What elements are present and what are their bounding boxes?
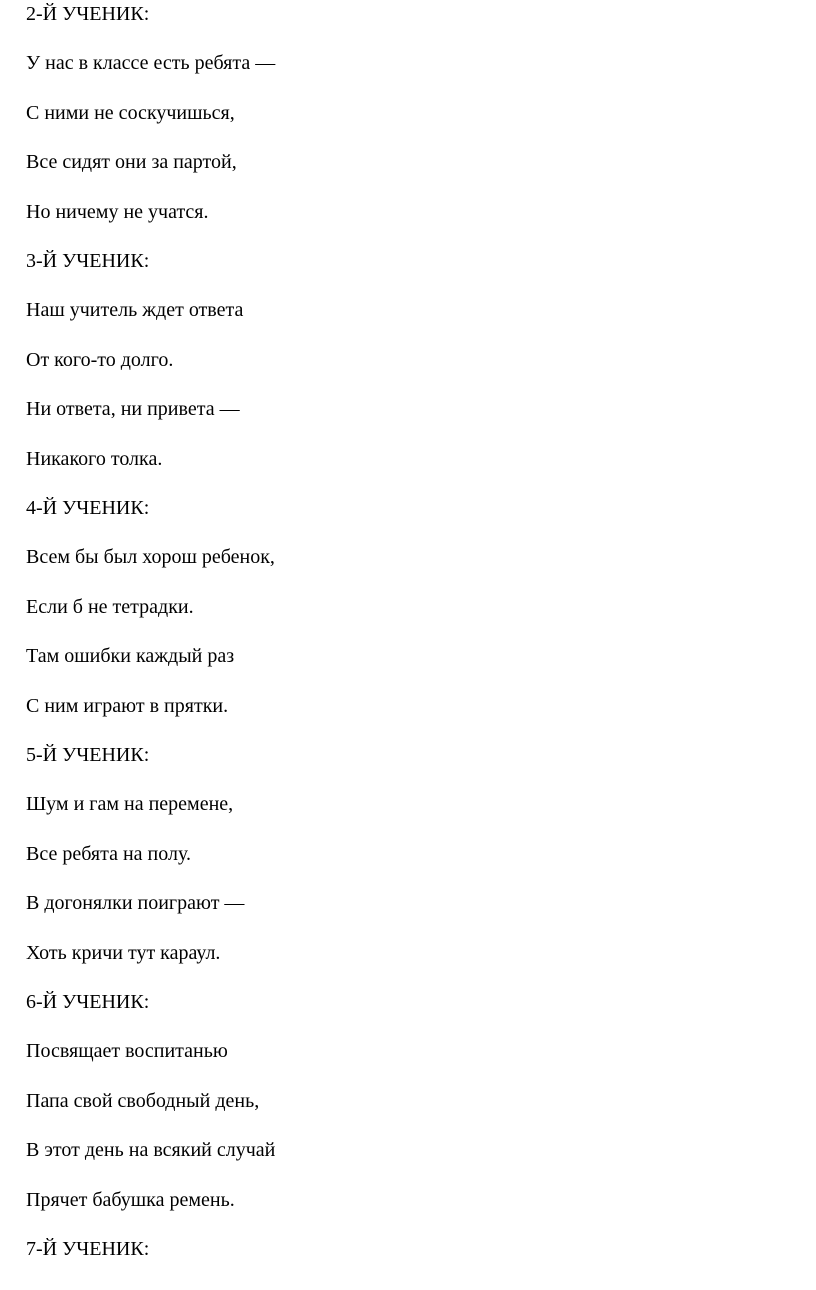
poem-line: От кого-то долго.	[26, 349, 174, 371]
poem-line: Если б не тетрадки.	[26, 596, 194, 618]
poem-line: С ними не соскучишься,	[26, 102, 235, 124]
poem-line: Всем бы был хорош ребенок,	[26, 546, 275, 568]
speaker-heading-2: 2-Й УЧЕНИК:	[26, 3, 150, 25]
poem-line: Папа свой свободный день,	[26, 1090, 260, 1112]
poem-line: Посвящает воспитанью	[26, 1040, 228, 1062]
speaker-heading-5: 5-Й УЧЕНИК:	[26, 744, 150, 766]
poem-line: Прячет бабушка ремень.	[26, 1189, 235, 1211]
poem-line: Все ребята на полу.	[26, 843, 191, 865]
poem-line: В догонялки поиграют —	[26, 892, 245, 914]
poem-line: В этот день на всякий случай	[26, 1139, 276, 1161]
speaker-heading-7: 7-Й УЧЕНИК:	[26, 1238, 150, 1260]
poem-line: Шум и гам на перемене,	[26, 793, 234, 815]
poem-line: У нас в классе есть ребята —	[26, 52, 276, 74]
poem-line: Все сидят они за партой,	[26, 151, 237, 173]
speaker-heading-6: 6-Й УЧЕНИК:	[26, 991, 150, 1013]
speaker-heading-4: 4-Й УЧЕНИК:	[26, 497, 150, 519]
poem-line: Наш учитель ждет ответа	[26, 299, 244, 321]
poem-line: Там ошибки каждый раз	[26, 645, 235, 667]
speaker-heading-3: 3-Й УЧЕНИК:	[26, 250, 150, 272]
poem-line: Хоть кричи тут караул.	[26, 942, 221, 964]
poem-line: С ним играют в прятки.	[26, 695, 229, 717]
poem-line: Но ничему не учатся.	[26, 201, 209, 223]
poem-line: Никакого толка.	[26, 448, 163, 470]
poem-line: Ни ответа, ни привета —	[26, 398, 240, 420]
